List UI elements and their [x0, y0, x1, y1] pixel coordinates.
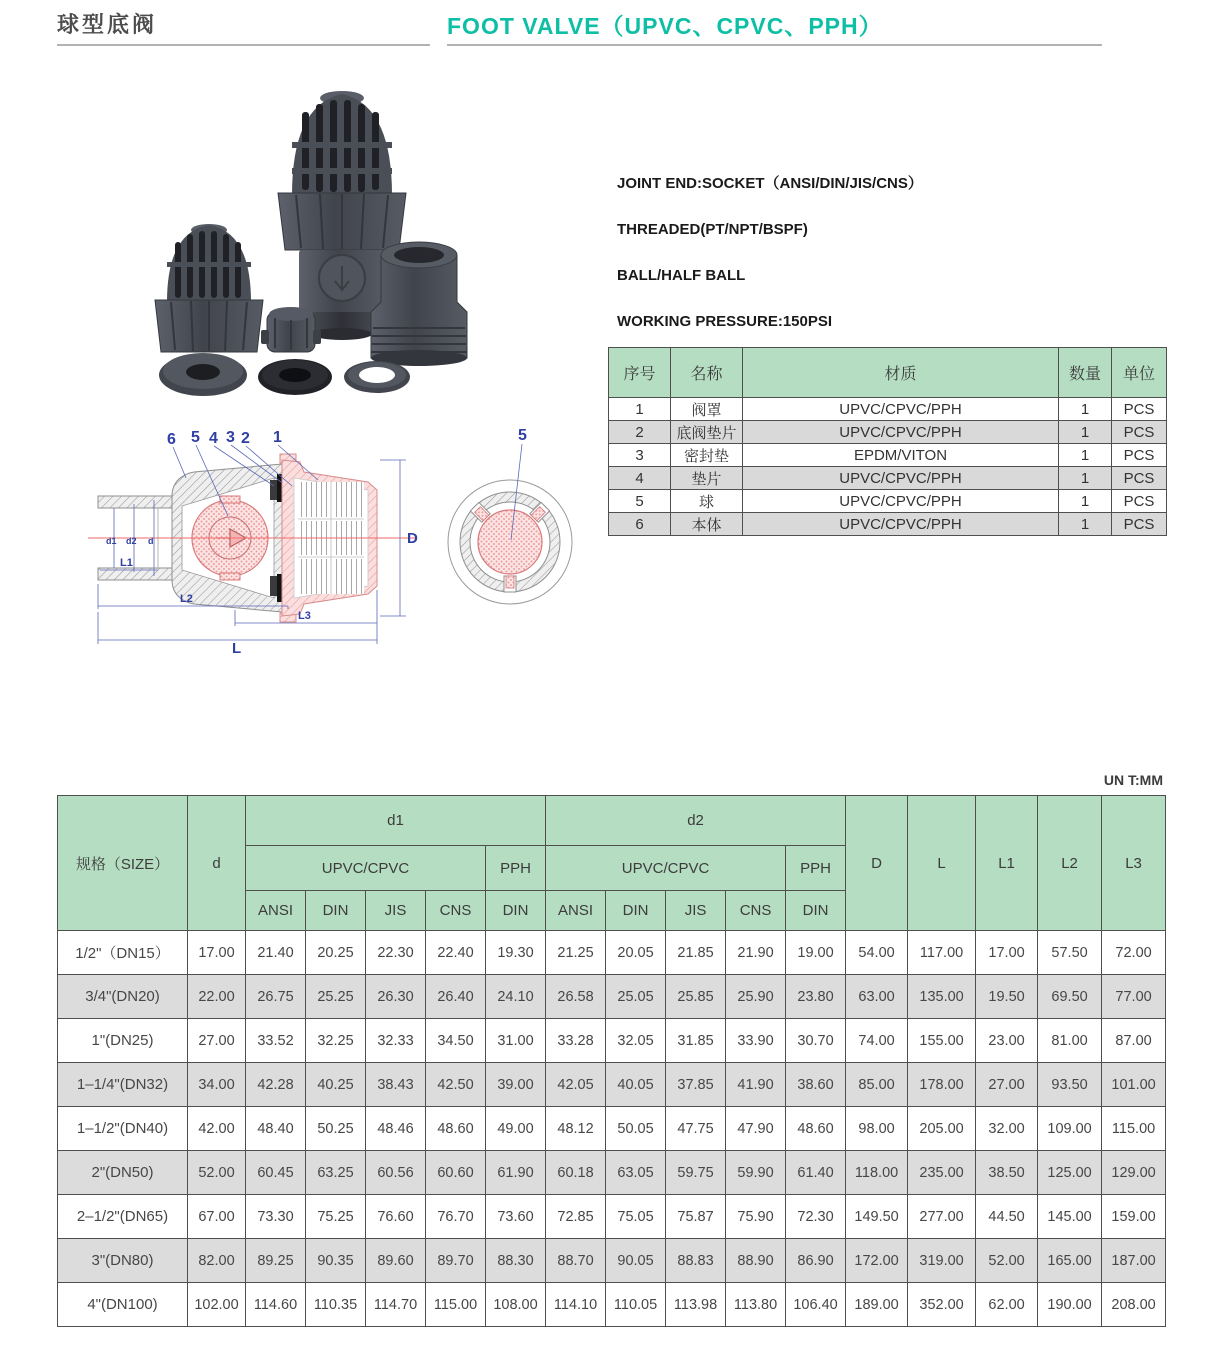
dim-header-size: 规格（SIZE）	[58, 796, 188, 931]
dimension-value-cell: 165.00	[1038, 1239, 1102, 1283]
dim-header-L2: L2	[1038, 796, 1102, 931]
callout-3: 3	[226, 429, 235, 446]
callout-4: 4	[209, 430, 218, 447]
dimension-value-cell: 25.90	[726, 975, 786, 1019]
dimension-value-cell: 21.85	[666, 931, 726, 975]
dimension-value-cell: 85.00	[846, 1063, 908, 1107]
dimension-value-cell: 48.12	[546, 1107, 606, 1151]
dimension-value-cell: 72.85	[546, 1195, 606, 1239]
dimension-value-cell: 62.00	[976, 1283, 1038, 1327]
dimension-value-cell: 319.00	[908, 1239, 976, 1283]
dim-header-row-1	[58, 796, 1166, 846]
dim-label-L2: L2	[180, 593, 193, 605]
dimension-value-cell: 108.00	[486, 1283, 546, 1327]
dimension-value-cell: 32.05	[606, 1019, 666, 1063]
dimension-value-cell: 26.30	[366, 975, 426, 1019]
photo-socket-adapter	[371, 242, 467, 366]
dimension-value-cell: 118.00	[846, 1151, 908, 1195]
parts-table-row	[609, 490, 1167, 513]
dim-header-d2-upvc-cpvc: UPVC/CPVC	[546, 846, 786, 891]
dimension-value-cell: 115.00	[1102, 1107, 1166, 1151]
dimension-value-cell: 125.00	[1038, 1151, 1102, 1195]
dimension-value-cell: 20.05	[606, 931, 666, 975]
dimension-value-cell: 44.50	[976, 1195, 1038, 1239]
dim-header-d1-pph-din: DIN	[486, 891, 546, 931]
page-title-cn: 球型底阀	[57, 12, 158, 37]
parts-table-cell: PCS	[1112, 467, 1167, 490]
dimension-value-cell: 42.05	[546, 1063, 606, 1107]
dim-header-d2-cns: CNS	[726, 891, 786, 931]
parts-table-row	[609, 467, 1167, 490]
page-title-en: FOOT VALVE（UPVC、CPVC、PPH）	[447, 13, 883, 39]
dimension-value-cell: 93.50	[1038, 1063, 1102, 1107]
dimension-value-cell: 114.60	[246, 1283, 306, 1327]
dimension-value-cell: 40.05	[606, 1063, 666, 1107]
dimension-value-cell: 22.30	[366, 931, 426, 975]
dim-label-D: D	[407, 530, 418, 547]
parts-table-cell: 1	[1059, 398, 1112, 421]
product-photo	[115, 80, 605, 415]
dimension-value-cell: 110.05	[606, 1283, 666, 1327]
dim-label-d: d	[148, 536, 154, 546]
dim-label-L: L	[232, 640, 242, 655]
dimension-value-cell: 89.60	[366, 1239, 426, 1283]
parts-header-name: 名称	[671, 348, 743, 398]
parts-table	[608, 347, 1167, 536]
dimension-value-cell: 88.70	[546, 1239, 606, 1283]
dimension-value-cell: 19.30	[486, 931, 546, 975]
parts-table-cell: UPVC/CPVC/PPH	[743, 513, 1059, 536]
dimension-value-cell: 90.35	[306, 1239, 366, 1283]
parts-table-cell: 1	[1059, 490, 1112, 513]
dim-header-d1-ansi: ANSI	[246, 891, 306, 931]
dimension-value-cell: 19.00	[786, 931, 846, 975]
dimension-table-row	[58, 1195, 1166, 1239]
dim-header-d2-pph: PPH	[786, 846, 846, 891]
dim-label-L3: L3	[298, 610, 311, 622]
dimension-value-cell: 113.98	[666, 1283, 726, 1327]
parts-table-cell: UPVC/CPVC/PPH	[743, 467, 1059, 490]
parts-table-cell: 1	[1059, 421, 1112, 444]
dimension-value-cell: 59.90	[726, 1151, 786, 1195]
dim-header-d1-pph: PPH	[486, 846, 546, 891]
dimension-value-cell: 23.80	[786, 975, 846, 1019]
dimension-value-cell: 117.00	[908, 931, 976, 975]
dimension-value-cell: 87.00	[1102, 1019, 1166, 1063]
dim-label-d2: d2	[126, 536, 137, 546]
end-view-callout-5: 5	[518, 427, 527, 444]
dimension-value-cell: 20.25	[306, 931, 366, 975]
dimension-value-cell: 57.50	[1038, 931, 1102, 975]
parts-table-cell: 2	[609, 421, 671, 444]
dimension-value-cell: 77.00	[1102, 975, 1166, 1019]
dimension-size-cell: 1–1/2"(DN40)	[58, 1107, 188, 1151]
dimension-value-cell: 21.25	[546, 931, 606, 975]
parts-table-cell: PCS	[1112, 444, 1167, 467]
dimension-value-cell: 110.35	[306, 1283, 366, 1327]
dimension-value-cell: 26.40	[426, 975, 486, 1019]
dimension-table-row	[58, 1151, 1166, 1195]
parts-table-cell: PCS	[1112, 490, 1167, 513]
dimension-value-cell: 67.00	[188, 1195, 246, 1239]
dimension-value-cell: 26.58	[546, 975, 606, 1019]
dim-header-d1: d1	[246, 796, 546, 846]
dimension-value-cell: 48.60	[426, 1107, 486, 1151]
dim-label-d1: d1	[106, 536, 117, 546]
parts-table-cell: 1	[1059, 513, 1112, 536]
dim-header-D: D	[846, 796, 908, 931]
parts-table-cell: 5	[609, 490, 671, 513]
spec-text-block	[617, 176, 923, 360]
dimension-table-row	[58, 1063, 1166, 1107]
dimension-value-cell: 81.00	[1038, 1019, 1102, 1063]
parts-table-header-row	[609, 348, 1167, 398]
dimension-value-cell: 72.30	[786, 1195, 846, 1239]
dimension-value-cell: 47.75	[666, 1107, 726, 1151]
dimension-table	[57, 795, 1166, 1327]
dimension-value-cell: 155.00	[908, 1019, 976, 1063]
dimension-table-body	[58, 931, 1166, 1327]
dimension-value-cell: 82.00	[188, 1239, 246, 1283]
dimension-value-cell: 63.00	[846, 975, 908, 1019]
spec-line-joint-end: JOINT END:SOCKET（ANSI/DIN/JIS/CNS）	[617, 175, 923, 192]
dimension-value-cell: 187.00	[1102, 1239, 1166, 1283]
dim-header-L: L	[908, 796, 976, 931]
dimension-value-cell: 42.50	[426, 1063, 486, 1107]
parts-table-cell: 本体	[671, 513, 743, 536]
dim-header-L1: L1	[976, 796, 1038, 931]
unit-note: UN T:MM	[1103, 772, 1163, 788]
dimension-value-cell: 208.00	[1102, 1283, 1166, 1327]
dimension-value-cell: 33.90	[726, 1019, 786, 1063]
dimension-value-cell: 38.50	[976, 1151, 1038, 1195]
dimension-value-cell: 115.00	[426, 1283, 486, 1327]
dimension-value-cell: 129.00	[1102, 1151, 1166, 1195]
spec-line-ball: BALL/HALF BALL	[617, 267, 746, 284]
dimension-value-cell: 27.00	[188, 1019, 246, 1063]
dimension-value-cell: 89.70	[426, 1239, 486, 1283]
parts-table-cell: UPVC/CPVC/PPH	[743, 490, 1059, 513]
dimension-value-cell: 63.05	[606, 1151, 666, 1195]
header-rule-left	[57, 44, 430, 46]
dimension-value-cell: 109.00	[1038, 1107, 1102, 1151]
dim-header-d1-jis: JIS	[366, 891, 426, 931]
dimension-value-cell: 49.00	[486, 1107, 546, 1151]
dimension-value-cell: 52.00	[976, 1239, 1038, 1283]
dimension-value-cell: 38.43	[366, 1063, 426, 1107]
parts-header-unit: 单位	[1112, 348, 1167, 398]
dimension-value-cell: 42.00	[188, 1107, 246, 1151]
dimension-value-cell: 61.90	[486, 1151, 546, 1195]
callout-6: 6	[167, 431, 176, 448]
dimension-value-cell: 60.56	[366, 1151, 426, 1195]
dimension-value-cell: 33.28	[546, 1019, 606, 1063]
dimension-value-cell: 114.10	[546, 1283, 606, 1327]
dim-header-d1-cns: CNS	[426, 891, 486, 931]
dimension-value-cell: 135.00	[908, 975, 976, 1019]
dimension-value-cell: 32.00	[976, 1107, 1038, 1151]
dimension-table-row	[58, 1283, 1166, 1327]
dimension-value-cell: 76.70	[426, 1195, 486, 1239]
dimension-value-cell: 277.00	[908, 1195, 976, 1239]
dimension-value-cell: 88.30	[486, 1239, 546, 1283]
dimension-value-cell: 25.85	[666, 975, 726, 1019]
dimension-value-cell: 37.85	[666, 1063, 726, 1107]
callout-2: 2	[241, 430, 250, 447]
dimension-value-cell: 60.60	[426, 1151, 486, 1195]
parts-table-cell: 1	[1059, 467, 1112, 490]
parts-table-cell: 6	[609, 513, 671, 536]
parts-table-cell: 球	[671, 490, 743, 513]
dimension-value-cell: 50.25	[306, 1107, 366, 1151]
dimension-table-row	[58, 1239, 1166, 1283]
dim-header-d1-din: DIN	[306, 891, 366, 931]
parts-table-cell: 3	[609, 444, 671, 467]
dimension-value-cell: 75.25	[306, 1195, 366, 1239]
dimension-value-cell: 60.45	[246, 1151, 306, 1195]
dimension-value-cell: 88.83	[666, 1239, 726, 1283]
dimension-value-cell: 102.00	[188, 1283, 246, 1327]
dimension-value-cell: 69.50	[1038, 975, 1102, 1019]
parts-table-cell: 阀罩	[671, 398, 743, 421]
dimension-value-cell: 73.60	[486, 1195, 546, 1239]
dimension-value-cell: 172.00	[846, 1239, 908, 1283]
dimension-value-cell: 23.00	[976, 1019, 1038, 1063]
dimension-value-cell: 63.25	[306, 1151, 366, 1195]
dimension-value-cell: 27.00	[976, 1063, 1038, 1107]
dimension-value-cell: 106.40	[786, 1283, 846, 1327]
dimension-value-cell: 113.80	[726, 1283, 786, 1327]
dimension-value-cell: 22.40	[426, 931, 486, 975]
dimension-table-row	[58, 1107, 1166, 1151]
dim-header-d2-pph-din: DIN	[786, 891, 846, 931]
dim-header-d2-ansi: ANSI	[546, 891, 606, 931]
dimension-value-cell: 40.25	[306, 1063, 366, 1107]
dimension-value-cell: 114.70	[366, 1283, 426, 1327]
parts-table-row	[609, 513, 1167, 536]
dimension-value-cell: 235.00	[908, 1151, 976, 1195]
dimension-value-cell: 59.75	[666, 1151, 726, 1195]
dim-label-L1: L1	[120, 557, 133, 569]
dimension-value-cell: 31.85	[666, 1019, 726, 1063]
dimension-value-cell: 31.00	[486, 1019, 546, 1063]
dimension-value-cell: 34.00	[188, 1063, 246, 1107]
dimension-value-cell: 52.00	[188, 1151, 246, 1195]
dim-header-d1-upvc-cpvc: UPVC/CPVC	[246, 846, 486, 891]
dimension-value-cell: 74.00	[846, 1019, 908, 1063]
dim-header-d2: d2	[546, 796, 846, 846]
dimension-value-cell: 61.40	[786, 1151, 846, 1195]
dimension-value-cell: 54.00	[846, 931, 908, 975]
technical-drawing	[70, 420, 615, 655]
dimension-value-cell: 98.00	[846, 1107, 908, 1151]
parts-table-cell: 密封垫	[671, 444, 743, 467]
dimension-value-cell: 352.00	[908, 1283, 976, 1327]
cross-section-view	[88, 454, 415, 622]
dimension-value-cell: 22.00	[188, 975, 246, 1019]
dimension-table-row	[58, 975, 1166, 1019]
dimension-size-cell: 2"(DN50)	[58, 1151, 188, 1195]
dimension-value-cell: 72.00	[1102, 931, 1166, 975]
dimension-size-cell: 2–1/2"(DN65)	[58, 1195, 188, 1239]
end-view	[448, 427, 572, 604]
dimension-value-cell: 178.00	[908, 1063, 976, 1107]
dim-header-d2-jis: JIS	[666, 891, 726, 931]
dimension-table-row	[58, 1019, 1166, 1063]
parts-table-row	[609, 398, 1167, 421]
parts-table-cell: PCS	[1112, 513, 1167, 536]
dimension-value-cell: 50.05	[606, 1107, 666, 1151]
parts-table-cell: 垫片	[671, 467, 743, 490]
dimension-value-cell: 189.00	[846, 1283, 908, 1327]
photo-strainer-cage	[155, 224, 263, 352]
parts-table-cell: UPVC/CPVC/PPH	[743, 398, 1059, 421]
dimension-value-cell: 32.33	[366, 1019, 426, 1063]
parts-header-qty: 数量	[1059, 348, 1112, 398]
dimension-value-cell: 75.05	[606, 1195, 666, 1239]
dimension-value-cell: 39.00	[486, 1063, 546, 1107]
dimension-value-cell: 17.00	[188, 931, 246, 975]
dimension-value-cell: 60.18	[546, 1151, 606, 1195]
dimension-value-cell: 86.90	[786, 1239, 846, 1283]
dimension-size-cell: 1"(DN25)	[58, 1019, 188, 1063]
parts-table-row	[609, 444, 1167, 467]
parts-header-material: 材质	[743, 348, 1059, 398]
dimension-value-cell: 88.90	[726, 1239, 786, 1283]
dimension-value-cell: 21.90	[726, 931, 786, 975]
parts-table-row	[609, 421, 1167, 444]
dim-header-d2-din: DIN	[606, 891, 666, 931]
parts-table-cell: 4	[609, 467, 671, 490]
spec-line-pressure: WORKING PRESSURE:150PSI	[617, 313, 833, 330]
dimension-value-cell: 42.28	[246, 1063, 306, 1107]
parts-table-body	[609, 398, 1167, 536]
dimension-size-cell: 3"(DN80)	[58, 1239, 188, 1283]
dimension-size-cell: 4"(DN100)	[58, 1283, 188, 1327]
parts-header-no: 序号	[609, 348, 671, 398]
header-rule-right	[447, 44, 1102, 46]
dimension-value-cell: 90.05	[606, 1239, 666, 1283]
dimension-value-cell: 75.90	[726, 1195, 786, 1239]
dimension-value-cell: 89.25	[246, 1239, 306, 1283]
dimension-value-cell: 48.60	[786, 1107, 846, 1151]
callout-1: 1	[273, 429, 282, 446]
dimension-value-cell: 101.00	[1102, 1063, 1166, 1107]
dimension-value-cell: 32.25	[306, 1019, 366, 1063]
dimension-value-cell: 25.25	[306, 975, 366, 1019]
parts-table-cell: 底阀垫片	[671, 421, 743, 444]
dimension-size-cell: 1–1/4"(DN32)	[58, 1063, 188, 1107]
photo-cap	[261, 307, 321, 352]
dimension-value-cell: 19.50	[976, 975, 1038, 1019]
dimension-value-cell: 41.90	[726, 1063, 786, 1107]
dim-header-d: d	[188, 796, 246, 931]
dimension-value-cell: 205.00	[908, 1107, 976, 1151]
dimension-value-cell: 30.70	[786, 1019, 846, 1063]
dimension-size-cell: 1/2"（DN15）	[58, 931, 188, 975]
dimension-value-cell: 21.40	[246, 931, 306, 975]
dimension-value-cell: 47.90	[726, 1107, 786, 1151]
parts-table-cell: PCS	[1112, 421, 1167, 444]
parts-table-cell: 1	[1059, 444, 1112, 467]
dimension-value-cell: 73.30	[246, 1195, 306, 1239]
callout-5: 5	[191, 429, 200, 446]
dimension-value-cell: 145.00	[1038, 1195, 1102, 1239]
parts-table-cell: UPVC/CPVC/PPH	[743, 421, 1059, 444]
dimension-value-cell: 33.52	[246, 1019, 306, 1063]
dimension-value-cell: 190.00	[1038, 1283, 1102, 1327]
dimension-value-cell: 34.50	[426, 1019, 486, 1063]
dimension-value-cell: 75.87	[666, 1195, 726, 1239]
dimension-value-cell: 25.05	[606, 975, 666, 1019]
dim-header-L3: L3	[1102, 796, 1166, 931]
spec-line-threaded: THREADED(PT/NPT/BSPF)	[617, 221, 808, 238]
parts-table-cell: 1	[609, 398, 671, 421]
dimension-value-cell: 76.60	[366, 1195, 426, 1239]
dimension-value-cell: 48.40	[246, 1107, 306, 1151]
dimension-size-cell: 3/4"(DN20)	[58, 975, 188, 1019]
dimension-value-cell: 17.00	[976, 931, 1038, 975]
dimension-value-cell: 38.60	[786, 1063, 846, 1107]
dimension-value-cell: 149.50	[846, 1195, 908, 1239]
dimension-value-cell: 48.46	[366, 1107, 426, 1151]
parts-table-cell: PCS	[1112, 398, 1167, 421]
parts-table-cell: EPDM/VITON	[743, 444, 1059, 467]
dimension-table-row	[58, 931, 1166, 975]
dimension-value-cell: 24.10	[486, 975, 546, 1019]
dimension-value-cell: 26.75	[246, 975, 306, 1019]
dimension-value-cell: 159.00	[1102, 1195, 1166, 1239]
